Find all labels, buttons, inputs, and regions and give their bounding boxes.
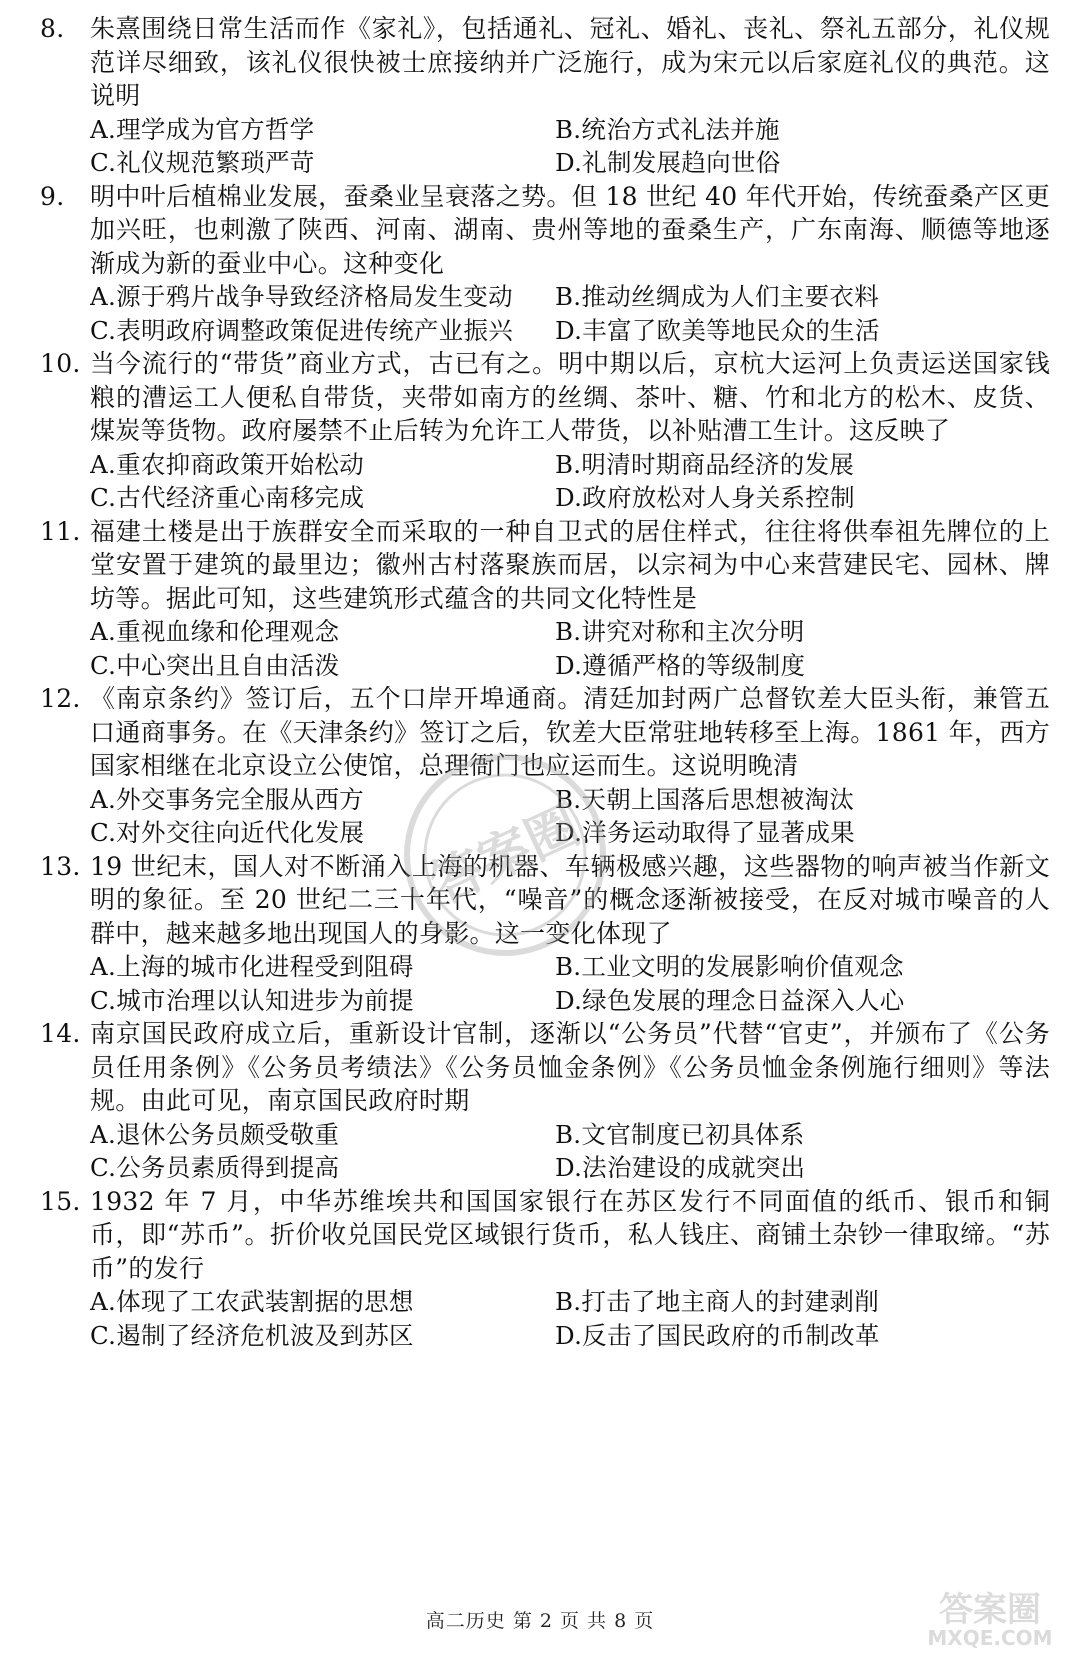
answer-option-c: C.城市治理以认知进步为前提 [90, 985, 414, 1015]
question-item [40, 515, 1050, 683]
answer-option-c: C.古代经济重心南移完成 [90, 483, 365, 512]
answer-option-a: A.体现了工农武装割据的思想 [90, 1287, 414, 1316]
watermark-text: 答案圈 [422, 795, 589, 917]
page-footer: 高二历史 第 2 页 共 8 页 [425, 1610, 655, 1632]
answer-option-b: B.推动丝绸成为人们主要衣料 [555, 282, 879, 311]
answer-option-a: A.退休公务员颇受敬重 [90, 1119, 340, 1149]
answer-option-c: C.表明政府调整政策促进传统产业振兴 [90, 315, 514, 345]
question-stem [40, 1185, 1050, 1286]
question-number: 13. [40, 851, 81, 881]
answer-option-a: A.重视血缘和伦理观念 [90, 617, 340, 646]
question-stem [40, 347, 1050, 448]
answer-option-d: D.遵循严格的等级制度 [555, 650, 806, 680]
answer-option-d: D.政府放松对人身关系控制 [555, 483, 855, 512]
question-text: 《南京条约》签订后，五个口岸开埠通商。清廷加封两广总督钦差大臣头衔，兼管五口通商事务。在《天津条约》签订之后，钦差大臣常驻地转移至上海。1861 年，西方国家相继在北京设立公使馆，总理衙门也应运而生。这说明晚清 [90, 684, 1050, 780]
logo-subtext: MXQE.COM [927, 1626, 1053, 1650]
answer-option-a: A.重农抑商政策开始松动 [90, 449, 365, 479]
answer-option-a: A.理学成为官方哲学 [90, 114, 315, 144]
question-text: 福建土楼是出于族群安全而采取的一种自卫式的居住样式，往往将供奉祖先牌位的上堂安置于建筑的最里边；徽州古村落聚族而居，以宗祠为中心来营建民宅、园林、牌坊等。据此可知，这些建筑形式蕴含的共同文化特性是 [90, 516, 1050, 613]
answer-option-b: B.天朝上国落后思想被淘汰 [555, 784, 855, 814]
answer-option-c: C.遏制了经济危机波及到苏区 [90, 1320, 414, 1350]
question-text: 当今流行的“带货”商业方式，古已有之。明中期以后，京杭大运河上负责运送国家钱粮的漕运工人便私自带货，夹带如南方的丝绸、茶叶、糖、竹和北方的松木、皮货、煤炭等货物。政府屡禁不止后转为允许工人带货，以补贴漕工生计。这反映了 [90, 349, 1050, 445]
answer-option-c: C.礼仪规范繁琐严苛 [90, 148, 315, 177]
answer-option-a: A.源于鸦片战争导致经济格局发生变动 [90, 282, 513, 311]
question-item [40, 12, 1050, 180]
answer-option-d: D.洋务运动取得了显著成果 [555, 818, 855, 847]
question-stem [40, 515, 1050, 616]
question-text: 19 世纪末，国人对不断涌入上海的机器、车辆极感兴趣，这些器物的响声被当作新文明的象征。至 20 世纪二三十年代，“噪音”的概念逐渐被接受，在反对城市噪音的人群中，越来越多地出现国人的身影。这一变化体现了 [90, 851, 1050, 948]
question-text: 1932 年 7 月，中华苏维埃共和国国家银行在苏区发行不同面值的纸币、银币和铜币，即“苏币”。折价收兑国民党区域银行货币，私人钱庄、商铺土杂钞一律取缔。“苏币”的发行 [90, 1186, 1050, 1283]
answer-option-d: D.法治建设的成就突出 [555, 1153, 806, 1182]
question-stem [40, 12, 1050, 113]
answer-option-b: B.文官制度已初具体系 [555, 1119, 805, 1149]
question-number: 9. [40, 181, 65, 211]
answer-options [40, 280, 1050, 347]
question-text: 明中叶后植棉业发展，蚕桑业呈衰落之势。但 18 世纪 40 年代开始，传统蚕桑产区更加兴旺，也刺激了陕西、河南、湖南、贵州等地的蚕桑生产，广东南海、顺德等地逐渐成为新的蚕业中心。这种变化 [90, 181, 1050, 278]
question-item [40, 850, 1050, 1018]
question-number: 15. [40, 1186, 81, 1216]
answer-option-b: B.打击了地主商人的封建剥削 [555, 1287, 879, 1316]
question-number: 14. [40, 1019, 81, 1048]
question-number: 10. [40, 349, 81, 378]
answer-option-c: C.中心突出且自由活泼 [90, 650, 340, 680]
question-text: 南京国民政府成立后，重新设计官制，逐渐以“公务员”代替“官吏”，并颁布了《公务员任用条例》《公务员考绩法》《公务员恤金条例》《公务员恤金条例施行细则》等法规。由此可见，南京国民政府时期 [90, 1019, 1050, 1115]
question-number: 8. [40, 14, 65, 43]
answer-option-c: C.对外交往向近代化发展 [90, 818, 365, 847]
answer-option-d: D.丰富了欧美等地民众的生活 [555, 315, 880, 345]
logo-text: 答案圈 [939, 1590, 1041, 1630]
question-number: 11. [40, 516, 81, 546]
question-item [40, 347, 1050, 515]
answer-option-d: D.反击了国民政府的币制改革 [555, 1320, 880, 1350]
answer-option-c: C.公务员素质得到提高 [90, 1153, 340, 1182]
answer-options [40, 783, 1050, 850]
answer-option-a: A.外交事务完全服从西方 [90, 784, 365, 814]
question-number: 12. [40, 684, 81, 713]
question-stem [40, 850, 1050, 951]
question-text: 朱熹围绕日常生活而作《家礼》，包括通礼、冠礼、婚礼、丧礼、祭礼五部分，礼仪规范详尽细致，该礼仪很快被士庶接纳并广泛施行，成为宋元以后家庭礼仪的典范。这说明 [90, 14, 1050, 110]
answer-options [40, 615, 1050, 682]
question-item [40, 1017, 1050, 1185]
answer-option-d: D.礼制发展趋向世俗 [555, 148, 781, 177]
answer-option-b: B.工业文明的发展影响价值观念 [555, 952, 904, 981]
answer-option-d: D.绿色发展的理念日益深入人心 [555, 985, 905, 1015]
question-item [40, 682, 1050, 850]
answer-option-b: B.讲究对称和主次分明 [555, 617, 805, 646]
answer-option-a: A.上海的城市化进程受到阻碍 [90, 952, 414, 981]
answer-options [40, 950, 1050, 1017]
answer-options [40, 1118, 1050, 1185]
question-list [40, 12, 1050, 1352]
question-stem [40, 1017, 1050, 1118]
answer-options [40, 448, 1050, 515]
answer-option-b: B.统治方式礼法并施 [555, 114, 780, 144]
question-item [40, 180, 1050, 348]
answer-options [40, 1285, 1050, 1352]
answer-options [40, 113, 1050, 180]
question-item [40, 1185, 1050, 1353]
question-stem [40, 682, 1050, 783]
question-stem [40, 180, 1050, 281]
answer-option-b: B.明清时期商品经济的发展 [555, 449, 855, 479]
